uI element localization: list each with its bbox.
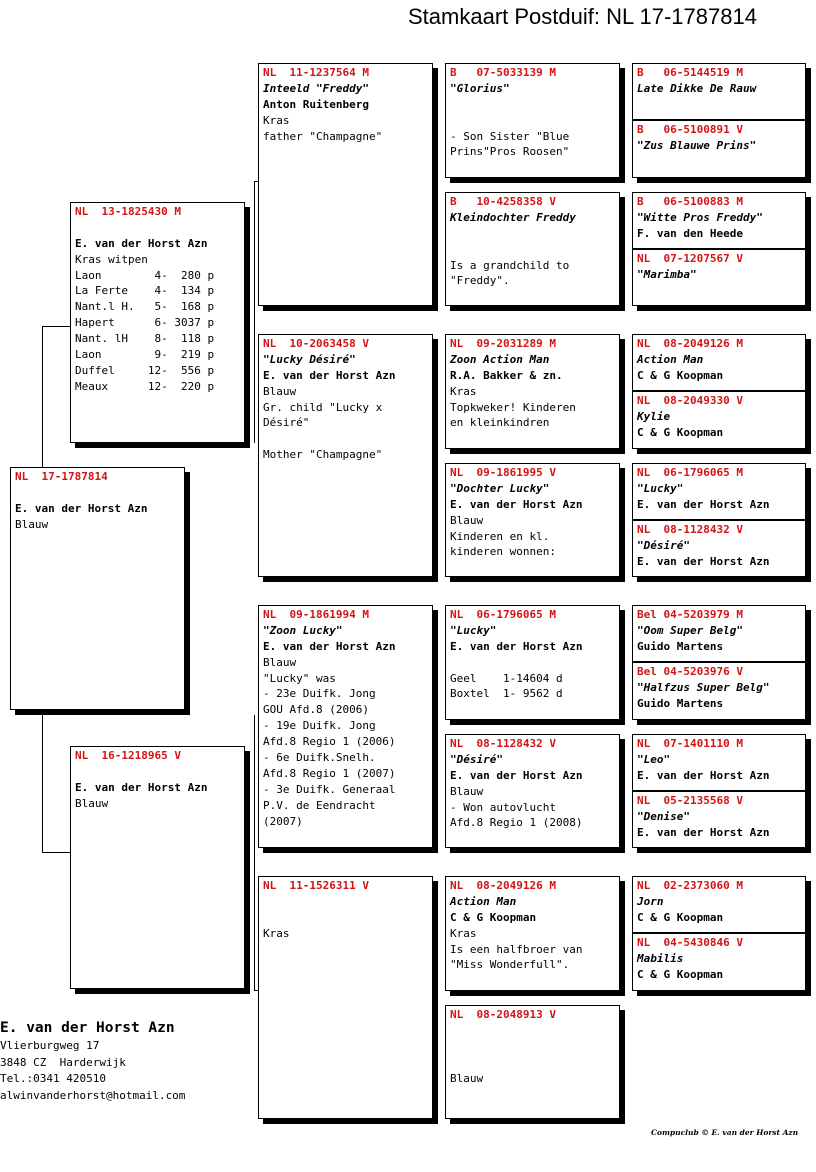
- ring-number: NL 08-1128432 V: [450, 737, 556, 750]
- ring-number: NL 06-1796065 M: [637, 466, 743, 479]
- pedigree-line: Prins"Pros Roosen": [450, 145, 570, 159]
- pedigree-line: "Oom Super Belg": [637, 623, 743, 637]
- ring-number: NL 07-1401110 M: [637, 737, 743, 750]
- connector-line: [437, 664, 438, 788]
- ring-number: NL 08-2049330 V: [637, 394, 743, 407]
- pedigree-line: E. van der Horst Azn: [75, 780, 208, 794]
- pedigree-line: Nant.l H. 5- 168 p: [75, 300, 215, 314]
- pedigree-line: "Lucky": [450, 623, 497, 637]
- ring-number: B 10-4258358 V: [450, 195, 556, 208]
- ring-number: NL 09-1861995 V: [450, 466, 556, 479]
- pedigree-line: Kleindochter Freddy: [450, 210, 576, 224]
- pedigree-line: Afd.8 Regio 1 (2008): [450, 816, 583, 830]
- ring-number: NL 06-1796065 M: [450, 608, 556, 621]
- ring-number: NL 02-2373060 M: [637, 879, 743, 892]
- pedigree-line: E. van der Horst Azn: [263, 368, 396, 382]
- pedigree-line: Jorn: [637, 894, 664, 908]
- pedigree-line: Blauw: [263, 655, 297, 669]
- connector-line: [42, 326, 43, 467]
- ring-number: NL 16-1218965 V: [75, 749, 181, 762]
- breeder-name: E. van der Horst Azn: [0, 1020, 175, 1036]
- pedigree-line: E. van der Horst Azn: [450, 639, 583, 653]
- pedigree-line: [450, 1039, 615, 1055]
- pedigree-box-ancestor: [632, 63, 806, 120]
- pedigree-line: Topkweker! Kinderen: [450, 400, 576, 414]
- pedigree-line: - 6e Duifk.Snelh.: [263, 751, 376, 765]
- pedigree-line: - Son Sister "Blue: [450, 129, 570, 143]
- pedigree-line: F. van den Heede: [637, 226, 743, 240]
- pedigree-box-grandparent: [258, 605, 433, 848]
- pedigree-line: [263, 894, 428, 910]
- ring-number: NL 09-1861994 M: [263, 608, 369, 621]
- pedigree-line: "Denise": [637, 809, 690, 823]
- pedigree-line: Kras: [450, 384, 477, 398]
- pedigree-box-ancestor: [632, 391, 806, 449]
- pedigree-line: Kras witpen: [75, 252, 148, 266]
- ring-number: NL 17-1787814: [15, 470, 108, 483]
- pedigree-line: - 3e Duifk. Generaal: [263, 782, 396, 796]
- connector-line: [42, 710, 43, 853]
- pedigree-line: Duffel 12- 556 p: [75, 363, 215, 377]
- connector-line: [254, 715, 255, 991]
- pedigree-line: E. van der Horst Azn: [637, 825, 770, 839]
- pedigree-line: (2007): [263, 814, 303, 828]
- pedigree-box-ancestor: [632, 734, 806, 791]
- pedigree-box-ancestor: [632, 120, 806, 178]
- pedigree-line: Action Man: [637, 352, 704, 366]
- ring-number: NL 13-1825430 M: [75, 205, 181, 218]
- pedigree-box-sire: [70, 202, 245, 443]
- ring-number: Bel 04-5203976 V: [637, 665, 743, 678]
- pedigree-line: Anton Ruitenberg: [263, 97, 369, 111]
- pedigree-line: "Witte Pros Freddy": [637, 210, 763, 224]
- pedigree-line: [75, 764, 240, 780]
- pedigree-line: Zoon Action Man: [450, 352, 550, 366]
- pedigree-box-ancestor: [632, 520, 806, 577]
- connector-line: [437, 934, 438, 1056]
- pedigree-box-great-grandparent: [445, 63, 620, 178]
- pedigree-box-ancestor: [632, 933, 806, 991]
- pedigree-line: - Won autovlucht: [450, 800, 556, 814]
- pedigree-line: Is a grandchild to: [450, 258, 570, 272]
- pedigree-line: father "Champagne": [263, 129, 383, 143]
- pedigree-line: "Lucky": [637, 481, 684, 495]
- pedigree-line: [450, 1023, 615, 1039]
- pedigree-line: "Halfzus Super Belg": [637, 680, 770, 694]
- pedigree-line: R.A. Bakker & zn.: [450, 368, 563, 382]
- pedigree-box-ancestor: [632, 662, 806, 720]
- pedigree-box-grandparent: [258, 334, 433, 577]
- pedigree-line: C & G Koopman: [637, 425, 724, 439]
- pedigree-box-great-grandparent: [445, 463, 620, 577]
- pedigree-line: Nant. lH 8- 118 p: [75, 332, 215, 346]
- pedigree-line: C & G Koopman: [450, 910, 537, 924]
- pedigree-line: - 23e Duifk. Jong: [263, 687, 376, 701]
- pedigree-box-great-grandparent: [445, 192, 620, 306]
- pedigree-line: Blauw: [75, 796, 109, 810]
- pedigree-line: "Désiré": [637, 538, 690, 552]
- pedigree-line: "Désiré": [450, 752, 503, 766]
- pedigree-line: [450, 113, 615, 129]
- pedigree-line: Hapert 6- 3037 p: [75, 316, 215, 330]
- pedigree-line: Laon 9- 219 p: [75, 348, 215, 362]
- pedigree-line: Action Man: [450, 894, 517, 908]
- pedigree-box-great-grandparent: [445, 605, 620, 720]
- pedigree-line: "Leo": [637, 752, 671, 766]
- pedigree-line: E. van der Horst Azn: [637, 497, 770, 511]
- pedigree-line: - 19e Duifk. Jong: [263, 719, 376, 733]
- page-title: Stamkaart Postduif: NL 17-1787814: [408, 4, 757, 29]
- pedigree-box-grandparent: [258, 63, 433, 306]
- pedigree-line: Inteeld "Freddy": [263, 81, 369, 95]
- pedigree-line: Kras: [263, 113, 290, 127]
- ring-number: NL 08-1128432 V: [637, 523, 743, 536]
- connector-line: [254, 181, 255, 443]
- footer-credit: Compuclub © E. van der Horst Azn: [651, 1128, 799, 1137]
- pedigree-box-ancestor: [632, 463, 806, 520]
- ring-number: NL 05-2135568 V: [637, 794, 743, 807]
- pedigree-box-ancestor: [632, 192, 806, 249]
- ring-number: NL 07-1207567 V: [637, 252, 743, 265]
- pedigree-line: C & G Koopman: [637, 368, 724, 382]
- pedigree-line: "Freddy".: [450, 274, 510, 288]
- pedigree-line: Afd.8 Regio 1 (2007): [263, 766, 396, 780]
- pedigree-line: E. van der Horst Azn: [637, 768, 770, 782]
- pedigree-box-great-grandparent: [445, 734, 620, 848]
- pedigree-line: E. van der Horst Azn: [263, 639, 396, 653]
- pedigree-line: [450, 242, 615, 258]
- pedigree-line: "Marimba": [637, 267, 697, 281]
- pedigree-line: Kras: [450, 926, 477, 940]
- pedigree-line: E. van der Horst Azn: [75, 236, 208, 250]
- breeder-email: alwinvanderhorst@hotmail.com: [0, 1088, 186, 1102]
- ring-number: NL 08-2049126 M: [450, 879, 556, 892]
- pedigree-line: [15, 485, 180, 501]
- connector-line: [42, 326, 70, 327]
- pedigree-line: E. van der Horst Azn: [450, 768, 583, 782]
- pedigree-line: Kylie: [637, 409, 671, 423]
- pedigree-line: Blauw: [450, 784, 484, 798]
- pedigree-line: Guido Martens: [637, 696, 724, 710]
- pedigree-line: "Glorius": [450, 81, 510, 95]
- pedigree-line: E. van der Horst Azn: [637, 554, 770, 568]
- pedigree-line: [450, 655, 615, 671]
- pedigree-line: Gr. child "Lucky x: [263, 400, 383, 414]
- pedigree-line: en kleinkindren: [450, 416, 550, 430]
- pedigree-line: Kras: [263, 926, 290, 940]
- pedigree-line: Blauw: [263, 384, 297, 398]
- pedigree-line: "Lucky Désiré": [263, 352, 356, 366]
- connector-line: [437, 399, 438, 521]
- ring-number: B 07-5033139 M: [450, 66, 556, 79]
- ring-number: B 06-5144519 M: [637, 66, 743, 79]
- ring-number: NL 04-5430846 V: [637, 936, 743, 949]
- ring-number: B 06-5100891 V: [637, 123, 743, 136]
- pedigree-line: "Dochter Lucky": [450, 481, 550, 495]
- pedigree-box-great-grandparent: [445, 876, 620, 991]
- breeder-phone: Tel.:0341 420510: [0, 1072, 106, 1085]
- ring-number: NL 08-2049126 M: [637, 337, 743, 350]
- pedigree-line: Blauw: [450, 1071, 484, 1085]
- pedigree-line: Mabilis: [637, 951, 684, 965]
- pedigree-line: Kinderen en kl.: [450, 529, 550, 543]
- pedigree-line: "Zus Blauwe Prins": [637, 138, 757, 152]
- pedigree-line: kinderen wonnen:: [450, 545, 556, 559]
- ring-number: NL 09-2031289 M: [450, 337, 556, 350]
- breeder-street: Vlierburgweg 17: [0, 1039, 100, 1052]
- ring-number: NL 11-1526311 V: [263, 879, 369, 892]
- pedigree-line: P.V. de Eendracht: [263, 798, 376, 812]
- pedigree-line: E. van der Horst Azn: [450, 497, 583, 511]
- pedigree-line: Meaux 12- 220 p: [75, 379, 215, 393]
- pedigree-box-dam: [70, 746, 245, 989]
- pedigree-line: [450, 97, 615, 113]
- pedigree-box-ancestor: [632, 876, 806, 933]
- pedigree-line: Laon 4- 280 p: [75, 268, 215, 282]
- pedigree-line: C & G Koopman: [637, 910, 724, 924]
- pedigree-line: "Lucky" was: [263, 671, 336, 685]
- pedigree-line: [75, 220, 240, 236]
- pedigree-line: [450, 226, 615, 242]
- connector-line: [437, 120, 438, 246]
- pedigree-line: Mother "Champagne": [263, 448, 383, 462]
- pedigree-box-ancestor: [632, 249, 806, 306]
- pedigree-box-great-grandparent: [445, 334, 620, 449]
- pedigree-line: [450, 1055, 615, 1071]
- ring-number: NL 08-2048913 V: [450, 1008, 556, 1021]
- pedigree-line: Blauw: [450, 513, 484, 527]
- pedigree-line: GOU Afd.8 (2006): [263, 703, 369, 717]
- pedigree-line: Geel 1-14604 d: [450, 671, 563, 685]
- pedigree-box-great-grandparent: [445, 1005, 620, 1119]
- pedigree-line: E. van der Horst Azn: [15, 501, 148, 515]
- breeder-contact: [0, 1018, 185, 1104]
- pedigree-box-ancestor: [632, 334, 806, 391]
- pedigree-box-subject: [10, 467, 185, 710]
- pedigree-line: Boxtel 1- 9562 d: [450, 687, 563, 701]
- ring-number: Bel 04-5203979 M: [637, 608, 743, 621]
- ring-number: NL 10-2063458 V: [263, 337, 369, 350]
- pedigree-line: C & G Koopman: [637, 967, 724, 981]
- pedigree-box-ancestor: [632, 605, 806, 662]
- pedigree-line: Désiré": [263, 416, 310, 430]
- pedigree-box-ancestor: [632, 791, 806, 848]
- pedigree-line: Afd.8 Regio 1 (2006): [263, 735, 396, 749]
- pedigree-line: Guido Martens: [637, 639, 724, 653]
- ring-number: NL 11-1237564 M: [263, 66, 369, 79]
- breeder-city: 3848 CZ Harderwijk: [0, 1055, 126, 1069]
- ring-number: B 06-5100883 M: [637, 195, 743, 208]
- pedigree-line: [263, 910, 428, 926]
- pedigree-box-grandparent: [258, 876, 433, 1119]
- pedigree-line: [263, 431, 428, 447]
- pedigree-line: "Zoon Lucky": [263, 623, 343, 637]
- connector-line: [42, 852, 70, 853]
- pedigree-line: Is een halfbroer van: [450, 942, 583, 956]
- pedigree-line: La Ferte 4- 134 p: [75, 284, 215, 298]
- pedigree-line: Blauw: [15, 517, 49, 531]
- pedigree-line: Late Dikke De Rauw: [637, 81, 757, 95]
- pedigree-line: "Miss Wonderfull".: [450, 958, 570, 972]
